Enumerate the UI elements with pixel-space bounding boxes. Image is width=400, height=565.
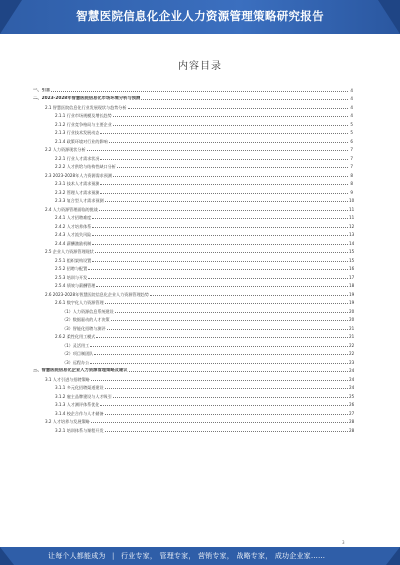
toc-entry-page: 7 xyxy=(350,164,353,169)
page-number: 3 xyxy=(342,540,345,545)
toc-entry-label: 2.1.2 行业竞争格局与主要企业 xyxy=(55,121,112,127)
toc-leader-dots xyxy=(100,189,348,194)
toc-entry-page: 20 xyxy=(349,308,355,314)
toc-entry-page: 11 xyxy=(349,206,355,212)
toc-leader-dots xyxy=(115,308,348,313)
toc-entry-label: 2.6.1 数字化人力资源管理 xyxy=(55,300,104,305)
footer-role: 成功企业家…… xyxy=(274,552,326,560)
toc-entry-page: 19 xyxy=(349,300,355,305)
footer-comma: ， xyxy=(265,552,273,560)
toc-leader-dots xyxy=(88,274,348,279)
toc-entry-page: 4 xyxy=(350,104,353,110)
toc-entry[interactable] xyxy=(33,331,353,340)
toc-entry-page: 19 xyxy=(349,291,355,297)
toc-entry-page: 4 xyxy=(350,96,353,101)
toc-entry[interactable] xyxy=(33,229,353,238)
toc-leader-dots xyxy=(105,299,348,304)
toc-entry[interactable] xyxy=(33,263,353,272)
toc-leader-dots xyxy=(96,282,348,287)
toc-leader-dots xyxy=(92,223,348,228)
footer-right-accent xyxy=(386,547,400,565)
toc-entry-page: 27 xyxy=(349,410,355,416)
toc-entry[interactable] xyxy=(33,305,353,314)
toc-entry-label: 2.4.1 人才招聘难度 xyxy=(55,215,92,220)
toc-entry-label: 2.3.1 技术人才需求预测 xyxy=(55,181,100,186)
footer-role: 管理专家 xyxy=(159,552,189,560)
toc-entry-page: 12 xyxy=(349,223,355,229)
toc-leader-dots xyxy=(117,163,348,168)
toc-entry[interactable] xyxy=(33,144,353,153)
header-right-accent xyxy=(378,0,400,34)
toc-entry-page: 5 xyxy=(350,130,353,135)
toc-entry-page: 21 xyxy=(349,334,355,339)
toc-entry-label: 2.4 人力资源管理面临的挑战 xyxy=(45,206,98,212)
toc-leader-dots xyxy=(92,214,348,219)
toc-entry[interactable] xyxy=(33,280,353,289)
toc-entry-page: 24 xyxy=(349,376,355,382)
toc-entry-page: 22 xyxy=(349,351,355,356)
toc-entry-label: （2）数据驱动的人才决策 xyxy=(62,317,110,322)
toc-entry-label: （1）人力资源信息系统建设 xyxy=(62,308,114,314)
footer-comma: ， xyxy=(149,552,158,560)
header-left-accent xyxy=(0,0,22,34)
table-of-contents xyxy=(33,84,353,433)
toc-entry[interactable] xyxy=(33,203,353,212)
toc-entry-page: 22 xyxy=(349,342,355,348)
toc-entry[interactable] xyxy=(33,339,353,348)
toc-leader-dots xyxy=(150,291,348,296)
toc-entry-label: 2.2.2 人才供给与结构性缺口分析 xyxy=(55,164,116,169)
toc-leader-dots xyxy=(111,316,348,321)
toc-entry-label: （2）项目制团队 xyxy=(62,351,94,356)
toc-entry[interactable] xyxy=(33,424,353,433)
toc-entry[interactable] xyxy=(33,169,353,178)
toc-leader-dots xyxy=(51,87,348,92)
toc-leader-dots xyxy=(105,410,348,415)
toc-entry-label: 2.1.1 行业市场规模及增长趋势 xyxy=(55,113,112,118)
toc-leader-dots xyxy=(90,359,348,364)
toc-entry-page: 10 xyxy=(349,198,355,203)
toc-entry[interactable] xyxy=(33,373,353,382)
toc-leader-dots xyxy=(88,265,348,270)
toc-entry[interactable] xyxy=(33,271,353,280)
toc-entry[interactable] xyxy=(33,84,353,93)
toc-entry-label: 3.2 人才培养与发展策略 xyxy=(45,419,90,424)
toc-leader-dots xyxy=(107,325,348,330)
toc-leader-dots xyxy=(141,95,348,100)
toc-entry[interactable] xyxy=(33,110,353,119)
toc-leader-dots xyxy=(105,427,348,432)
toc-leader-dots xyxy=(100,129,348,134)
toc-entry-page: 13 xyxy=(349,232,355,237)
report-title: 智慧医院信息化企业人力资源管理策略研究报告 xyxy=(76,9,324,23)
toc-leader-dots xyxy=(96,333,348,338)
toc-entry-label: 2.5.4 绩效与薪酬管理 xyxy=(55,283,96,288)
toc-entry-page: 24 xyxy=(349,385,355,390)
footer-role: 营销专家 xyxy=(197,552,227,560)
toc-entry-page: 9 xyxy=(350,189,353,195)
toc-leader-dots xyxy=(95,248,348,253)
toc-entry-page: 15 xyxy=(349,257,355,263)
toc-entry-label: 2.5.1 组织架构设置 xyxy=(55,257,92,263)
toc-entry-label: （3）智能化招聘与测评 xyxy=(62,325,106,331)
toc-entry-page: 26 xyxy=(349,402,355,407)
report-header-banner xyxy=(0,0,400,34)
toc-heading: 内容目录 xyxy=(178,61,222,72)
toc-entry[interactable] xyxy=(33,246,353,255)
toc-entry[interactable] xyxy=(33,195,353,204)
toc-entry[interactable] xyxy=(33,356,353,365)
footer-brand: 让每个人都能成为 xyxy=(48,552,106,560)
toc-leader-dots xyxy=(109,138,348,143)
toc-leader-dots xyxy=(91,418,348,423)
toc-leader-dots xyxy=(92,240,348,245)
toc-entry-page: 21 xyxy=(349,325,355,331)
toc-leader-dots xyxy=(113,112,348,117)
toc-entry-page: 16 xyxy=(349,266,355,271)
toc-entry-label: 三、智慧医院信息化企业人力资源管理策略及建议 xyxy=(33,368,128,373)
toc-entry-label: 2.4.4 薪酬激励机制 xyxy=(55,240,92,246)
toc-entry[interactable] xyxy=(33,186,353,195)
toc-leader-dots xyxy=(105,384,348,389)
toc-entry[interactable] xyxy=(33,288,353,297)
toc-entry[interactable] xyxy=(33,127,353,136)
toc-entry-page: 7 xyxy=(350,155,353,161)
toc-entry-label: 2.4.2 人才培养体系 xyxy=(55,223,92,229)
toc-entry-page: 4 xyxy=(350,87,353,93)
toc-leader-dots xyxy=(99,206,348,211)
toc-entry-page: 15 xyxy=(349,249,355,254)
toc-leader-dots xyxy=(94,350,348,355)
toc-entry[interactable] xyxy=(33,212,353,221)
footer-role: 行业专家 xyxy=(121,552,150,560)
toc-leader-dots xyxy=(100,401,348,406)
footer-slogan xyxy=(48,551,325,561)
toc-entry[interactable] xyxy=(33,237,353,246)
toc-entry-label: 2.3.2 管理人才需求预测 xyxy=(55,189,100,195)
toc-entry[interactable] xyxy=(33,101,353,110)
toc-entry[interactable] xyxy=(33,314,353,323)
toc-entry[interactable] xyxy=(33,348,353,357)
toc-entry-label: 3.1.1 多元化招聘渠道建设 xyxy=(55,385,104,390)
toc-entry-page: 14 xyxy=(349,240,355,246)
footer-comma: ， xyxy=(226,552,234,560)
toc-entry-page: 17 xyxy=(349,274,355,280)
toc-leader-dots xyxy=(87,146,348,151)
toc-entry-label: 3.2.1 培训体系与课程开发 xyxy=(55,427,104,433)
toc-leader-dots xyxy=(90,342,348,347)
toc-entry-page: 24 xyxy=(349,368,355,373)
toc-entry-label: 3.1 人才引进与招聘策略 xyxy=(45,376,90,382)
toc-entry[interactable] xyxy=(33,399,353,408)
toc-entry-page: 18 xyxy=(349,283,355,288)
toc-entry[interactable] xyxy=(33,254,353,263)
toc-entry-page: 20 xyxy=(349,317,355,322)
toc-entry-page: 8 xyxy=(350,172,353,178)
toc-leader-dots xyxy=(100,155,348,160)
toc-leader-dots xyxy=(105,197,348,202)
toc-entry-page: 4 xyxy=(350,113,353,118)
toc-entry-page: 6 xyxy=(350,138,353,144)
toc-entry[interactable] xyxy=(33,416,353,425)
toc-entry-label: 2.2 人力资源现状分析 xyxy=(45,147,86,152)
toc-entry[interactable] xyxy=(33,322,353,331)
toc-entry-label: 2.1 智慧医院信息化行业发展现状与趋势分析 xyxy=(45,104,127,110)
toc-entry-page: 5 xyxy=(350,121,353,127)
toc-entry[interactable] xyxy=(33,220,353,229)
toc-entry[interactable] xyxy=(33,390,353,399)
toc-leader-dots xyxy=(91,376,348,381)
toc-leader-dots xyxy=(92,231,348,236)
toc-entry-label: 2.2.1 行业人才需求状况 xyxy=(55,155,100,161)
toc-entry-label: 2.5.3 培训与开发 xyxy=(55,274,88,280)
toc-entry-label: 2.5 企业人力资源管理现状 xyxy=(45,249,94,254)
toc-entry[interactable] xyxy=(33,93,353,102)
toc-entry-page: 23 xyxy=(349,359,355,365)
toc-entry-page: 11 xyxy=(349,215,355,220)
toc-entry[interactable] xyxy=(33,152,353,161)
toc-entry-label: 3.1.4 校企合作与人才储备 xyxy=(55,410,104,416)
toc-entry-label: （1）灵活用工 xyxy=(62,342,90,348)
toc-entry-page: 28 xyxy=(349,427,355,433)
toc-entry-page: 25 xyxy=(349,393,355,399)
toc-entry-label: 一、引言 xyxy=(33,87,51,93)
toc-entry[interactable] xyxy=(33,365,353,374)
footer-comma: ， xyxy=(188,552,196,560)
toc-entry-label: 2.4.3 人才流失风险 xyxy=(55,232,92,237)
toc-entry-label: 2.6 2023-2028年智慧医院信息化企业人力资源管理趋势 xyxy=(45,291,149,297)
toc-leader-dots xyxy=(92,257,348,262)
footer-separator: | xyxy=(112,552,115,560)
toc-entry-label: （3）远程办公 xyxy=(62,359,90,365)
toc-entry[interactable] xyxy=(33,382,353,391)
toc-leader-dots xyxy=(100,180,348,185)
toc-entry[interactable] xyxy=(33,297,353,306)
toc-leader-dots xyxy=(113,121,348,126)
toc-entry-label: 2.6.2 柔性化用工模式 xyxy=(55,334,96,339)
toc-entry-label: 2.5.2 招聘与配置 xyxy=(55,266,88,271)
toc-entry-page: 28 xyxy=(349,419,355,424)
toc-leader-dots xyxy=(113,172,348,177)
toc-entry-label: 2.1.3 行业技术发展动态 xyxy=(55,130,100,135)
footer-banner xyxy=(0,547,400,565)
toc-entry[interactable] xyxy=(33,161,353,170)
toc-entry-label: 2.3.3 复合型人才需求预测 xyxy=(55,198,104,203)
toc-entry-label: 2.1.4 政策环境对行业的影响 xyxy=(55,138,108,144)
toc-entry-label: 2.3 2023-2028年人力资源需求预测 xyxy=(45,172,112,178)
toc-leader-dots xyxy=(113,393,348,398)
toc-leader-dots xyxy=(129,367,348,372)
toc-entry[interactable] xyxy=(33,178,353,187)
toc-entry[interactable] xyxy=(33,135,353,144)
toc-entry-label: 3.1.2 雇主品牌建设与人才吸引 xyxy=(55,393,112,399)
toc-entry[interactable] xyxy=(33,407,353,416)
footer-role: 战略专家 xyxy=(236,552,266,560)
footer-left-accent xyxy=(0,547,14,565)
toc-entry-page: 7 xyxy=(350,147,353,152)
toc-entry-label: 二、2023-2028年智慧医院信息化市场环境分析与预测 xyxy=(33,96,141,101)
toc-leader-dots xyxy=(128,104,349,109)
toc-entry-page: 8 xyxy=(350,181,353,186)
toc-entry-label: 3.1.3 人才测评体系优化 xyxy=(55,402,100,407)
toc-entry[interactable] xyxy=(33,118,353,127)
